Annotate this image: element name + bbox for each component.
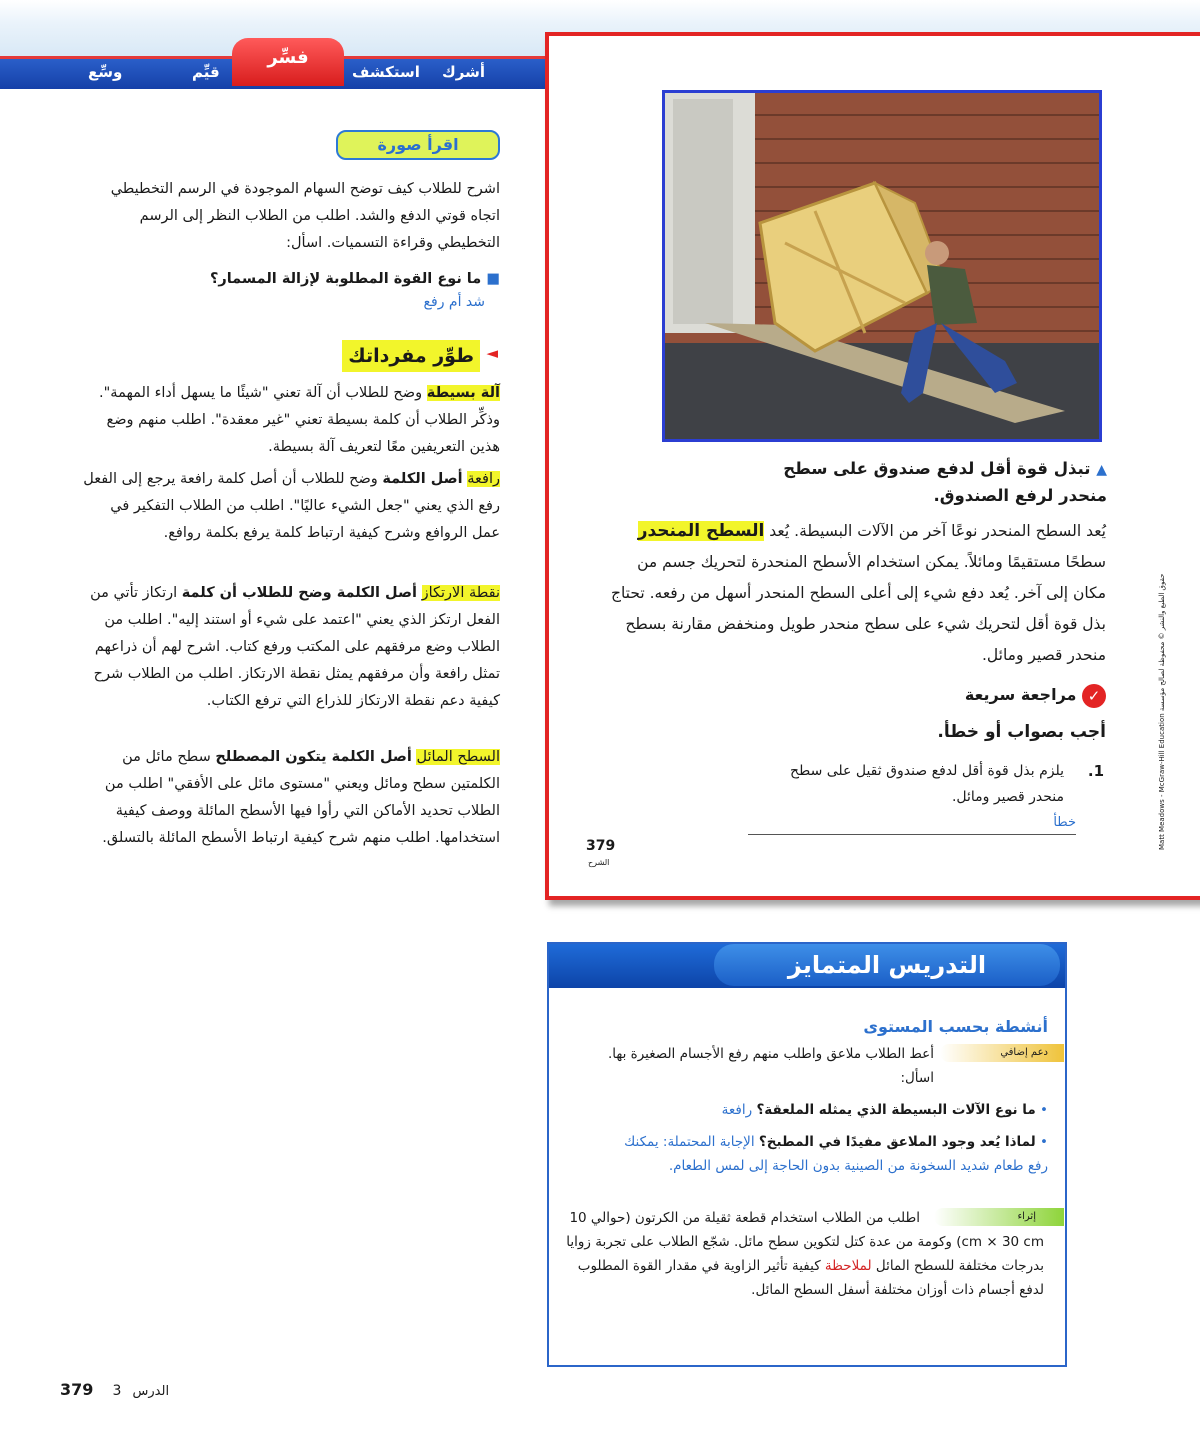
- footer-lesson-label: الدرس: [132, 1384, 170, 1399]
- badge-enrichment: إثراء: [934, 1208, 1064, 1226]
- footer-lesson-number: 3: [112, 1383, 122, 1399]
- page-section-label: الشرح: [588, 858, 610, 867]
- body-paragraph: يُعد السطح المنحدر نوعًا آخر من الآلات البسيطة. يُعد السطح المنحدر سطحًا مستقيمًا ومائلاً. يمكن استخدام الأسطح المنحدرة لتحريك جسم من مكان إلى آخر. يُعد دفع شيء إلى أعلى السطح المنحدر أسهل من رفعه. تحتاج بذل قوة أقل لتحريك شيء على سطح منحدر طويل ومنخفض مقارنة بسطح منحدر قصير ومائل.: [610, 521, 1106, 664]
- tab-explain-active[interactable]: فسِّر: [232, 38, 344, 86]
- vocab-item-lever: رافعة أصل الكلمة وضح للطلاب أن أصل كلمة رافعة يرجع إلى الفعل رفع الذي يعني "جعل الشيء عاليًا". اطلب من الطلاب التفكير في عمل الروافع وشرح كيفية ارتباط كلمة يرفع بكلمة روافع.: [83, 471, 500, 541]
- photo-credit: Matt Meadows - McGraw-Hill Education حقوق الطبع والنشر © محفوظة لصالح مؤسسة: [1158, 573, 1166, 850]
- extra-support-intro: أعط الطلاب ملاعق واطلب منهم رفع الأجسام الصغيرة بها. اسأل:: [607, 1046, 934, 1086]
- tab-extend[interactable]: وسِّع: [88, 63, 123, 81]
- bullet-dot-icon: •: [1040, 1134, 1048, 1150]
- caption-triangle-icon: ▲: [1096, 462, 1107, 478]
- support-question-2: • لماذا يُعد وجود الملاعق مفيدًا في المطبخ؟ الإجابة المحتملة: يمكنك رفع طعام شديد السخونة من الصينية بدون الحاجة إلى لمس الطعام.: [624, 1134, 1048, 1174]
- vocab-item-inclined-plane: السطح المائل أصل الكلمة يتكون المصطلح سطح مائل من الكلمتين سطح ومائل ويعني "مستوى مائل على الأفقي" اطلب من الطلاب تحديد الأماكن التي رأوا فيها الأسطح المائلة ووصف كيفية استخدامها. اطلب منهم شرح كيفية ارتباط الأسطح المائلة بالتسلق.: [102, 749, 500, 846]
- question-line: ■ ما نوع القوة المطلوبة لإزالة المسمار؟: [209, 271, 500, 287]
- bullet-dot-icon: •: [1040, 1102, 1048, 1118]
- diff-subtitle: أنشطة بحسب المستوى: [863, 1017, 1048, 1036]
- vocab-item-fulcrum: نقطة الارتكاز أصل الكلمة وضح للطلاب أن كلمة ارتكاز تأتي من الفعل ارتكز الذي يعني "اعتمد على شيء أو استند إليه". اطلب من الطلاب وضع مرفقهم على المكتب ورفع كتاب. اشرح لهم أن ذراعهم تمثل رافعة وأن مرفقهم يمثل نقطة الارتكاز. اطلب من الطلاب شرح كيفية دعم نقطة الارتكاز للذراع التي ترفع الكتاب.: [90, 585, 500, 709]
- answer-rule: [748, 834, 1076, 835]
- vocab-heading: ◄ طوِّر مفرداتك: [322, 340, 502, 372]
- crate-ramp-photo: [662, 90, 1102, 442]
- support-question-1: • ما نوع الآلات البسيطة الذي يمثله الملعقة؟ رافعة: [721, 1102, 1048, 1118]
- vocab-item-simple-machine: آلة بسيطة وضح للطلاب أن آلة تعني "شيئًا ما يسهل أداء المهمة". وذكِّر الطلاب أن كلمة بسيطة تعني "غير معقدة". اطلب منهم وضع هذين التعريفين معًا لتعريف آلة بسيطة.: [99, 385, 500, 455]
- tab-explore[interactable]: استكشف: [352, 63, 420, 81]
- quick-review-heading: ✓ مراجعة سريعة: [900, 680, 1106, 710]
- badge-extra-support: دعم إضافي: [940, 1044, 1064, 1062]
- enrichment-paragraph: اطلب من الطلاب استخدام قطعة ثقيلة من الكرتون (حوالي 10 cm × 30 cm) وكومة من عدة كتل لتكوين سطح مائل. شجّع الطلاب على تجربة زوايا بدرجات مختلفة للسطح المائل لملاحظة كيفية تأثير الزاوية في مقدار القوة المطلوب لدفع أجسام ذات أوزان مختلفة أسفل السطح المائل.: [566, 1210, 1044, 1298]
- tab-evaluate[interactable]: قيِّم: [192, 63, 220, 81]
- intro-paragraph: اشرح للطلاب كيف توضح السهام الموجودة في الرسم التخطيطي اتجاه قوتي الدفع والشد. اطلب من الطلاب النظر إلى الرسم التخطيطي وقراءة التسميات. اسأل:: [110, 181, 500, 251]
- photo-caption: ▲ تبذل قوة أقل لدفع صندوق على سطح منحدر لرفع الصندوق.: [783, 459, 1107, 505]
- tab-engage[interactable]: أشرك: [442, 63, 485, 81]
- page-number: 379: [586, 838, 616, 854]
- triangle-left-icon: ◄: [486, 344, 498, 362]
- bullet-square-icon: ■: [486, 271, 500, 287]
- footer-page-number: 379: [60, 1380, 94, 1399]
- footer: [60, 1380, 200, 1404]
- photo-illustration: [665, 93, 1099, 439]
- read-picture-label: اقرأ صورة: [336, 130, 500, 160]
- question-answer: خطأ: [1053, 815, 1076, 830]
- true-false-heading: أجب بصواب أو خطأ.: [937, 722, 1106, 742]
- diff-title: التدريس المتمايز: [714, 944, 1060, 986]
- question-text: يلزم بذل قوة أقل لدفع صندوق ثقيل على سطح منحدر قصير ومائل.: [790, 763, 1064, 805]
- question-number: 1.: [1087, 762, 1104, 780]
- checkmark-icon: ✓: [1082, 684, 1106, 708]
- answer-line: شد أم رفع: [423, 294, 485, 310]
